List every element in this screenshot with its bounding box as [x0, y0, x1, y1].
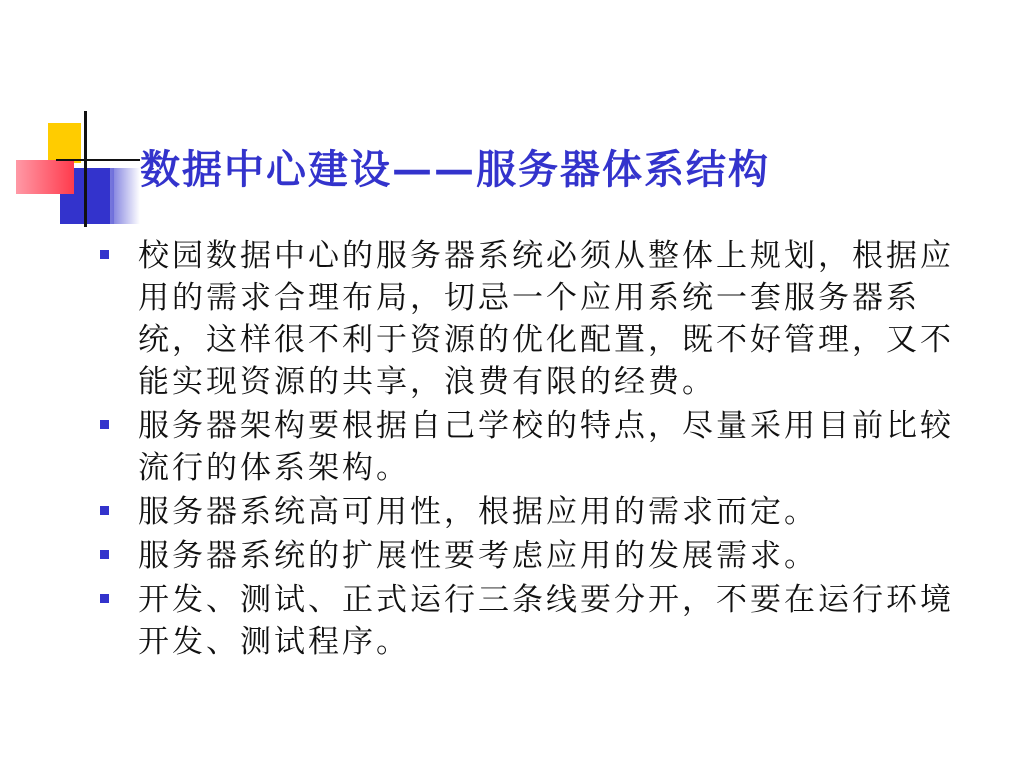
bullet-item [96, 405, 976, 489]
bullet-square-icon [100, 506, 109, 515]
vertical-line [84, 111, 87, 227]
bullet-text: 服务器系统的扩展性要考虑应用的发展需求。 [138, 538, 818, 574]
bullet-square-icon [100, 420, 109, 429]
bullet-text: 服务器架构要根据自己学校的特点，尽量采用目前比较流行的体系架构。 [138, 408, 954, 486]
bullet-item [96, 579, 976, 663]
bullet-text: 开发、测试、正式运行三条线要分开，不要在运行环境开发、测试程序。 [138, 582, 954, 660]
bullet-text: 服务器系统高可用性，根据应用的需求而定。 [138, 494, 818, 530]
bullet-text: 校园数据中心的服务器系统必须从整体上规划，根据应用的需求合理布局，切忌一个应用系统一套服务器系统，这样很不利于资源的优化配置，既不好管理，又不能实现资源的共享，浪费有限的经费。 [138, 238, 954, 400]
yellow-square [48, 123, 81, 163]
bullet-square-icon [100, 550, 109, 559]
slide-title: 数据中心建设——服务器体系结构 [140, 146, 770, 193]
bullet-square-icon [100, 594, 109, 603]
bullet-item [96, 235, 976, 403]
blue-fade [110, 168, 140, 224]
bullet-item [96, 491, 976, 533]
red-square [16, 160, 74, 194]
bullet-list [96, 235, 976, 665]
horizontal-line [56, 159, 140, 161]
bullet-square-icon [100, 250, 109, 259]
bullet-item [96, 535, 976, 577]
